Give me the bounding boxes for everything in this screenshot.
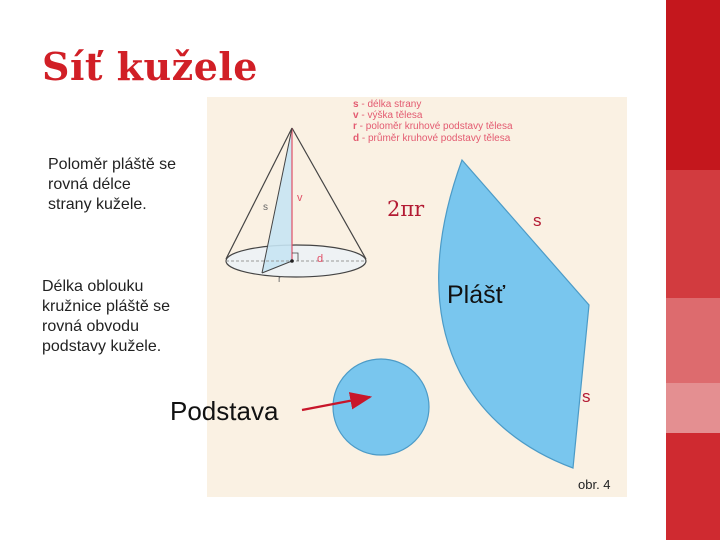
- cone-label-v: v: [297, 192, 303, 204]
- cone-illustration: [226, 128, 366, 285]
- cone-label-r: r: [278, 274, 282, 285]
- legend-text: - délka strany: [358, 99, 422, 110]
- legend-key: r: [353, 121, 357, 133]
- side-label-top: s: [533, 211, 542, 230]
- slide-title: Síť kužele: [42, 44, 258, 89]
- base-label: Podstava: [170, 396, 279, 426]
- text-line: Délka oblouku: [42, 278, 144, 295]
- legend-text: - průměr kruhové podstavy tělesa: [359, 132, 511, 144]
- mantle-label: Plášť: [447, 281, 506, 309]
- text-line: podstavy kužele.: [42, 338, 162, 355]
- side-label-bottom: s: [582, 387, 591, 406]
- text-line: strany kužele.: [48, 196, 147, 213]
- mantle-sector: [439, 160, 589, 468]
- text-line: kružnice pláště se: [42, 298, 171, 315]
- text-line: Poloměr pláště se: [48, 156, 177, 173]
- cone-center-dot: [290, 259, 294, 263]
- base-circle: [333, 359, 429, 455]
- figure-caption: obr. 4: [578, 477, 611, 492]
- text-line: rovná délce: [48, 176, 131, 193]
- legend-key: d: [353, 132, 360, 144]
- text-line: rovná obvodu: [42, 318, 139, 335]
- legend-text: - poloměr kruhové podstavy tělesa: [356, 121, 513, 133]
- cone-label-s: s: [263, 202, 268, 213]
- legend-text: - výška tělesa: [358, 110, 423, 122]
- cone-right-side: [292, 128, 366, 259]
- arc-length-label: 2πr: [387, 197, 425, 221]
- legend-key: s: [353, 99, 359, 110]
- cone-label-d: d: [317, 253, 324, 265]
- legend-key: v: [353, 110, 359, 122]
